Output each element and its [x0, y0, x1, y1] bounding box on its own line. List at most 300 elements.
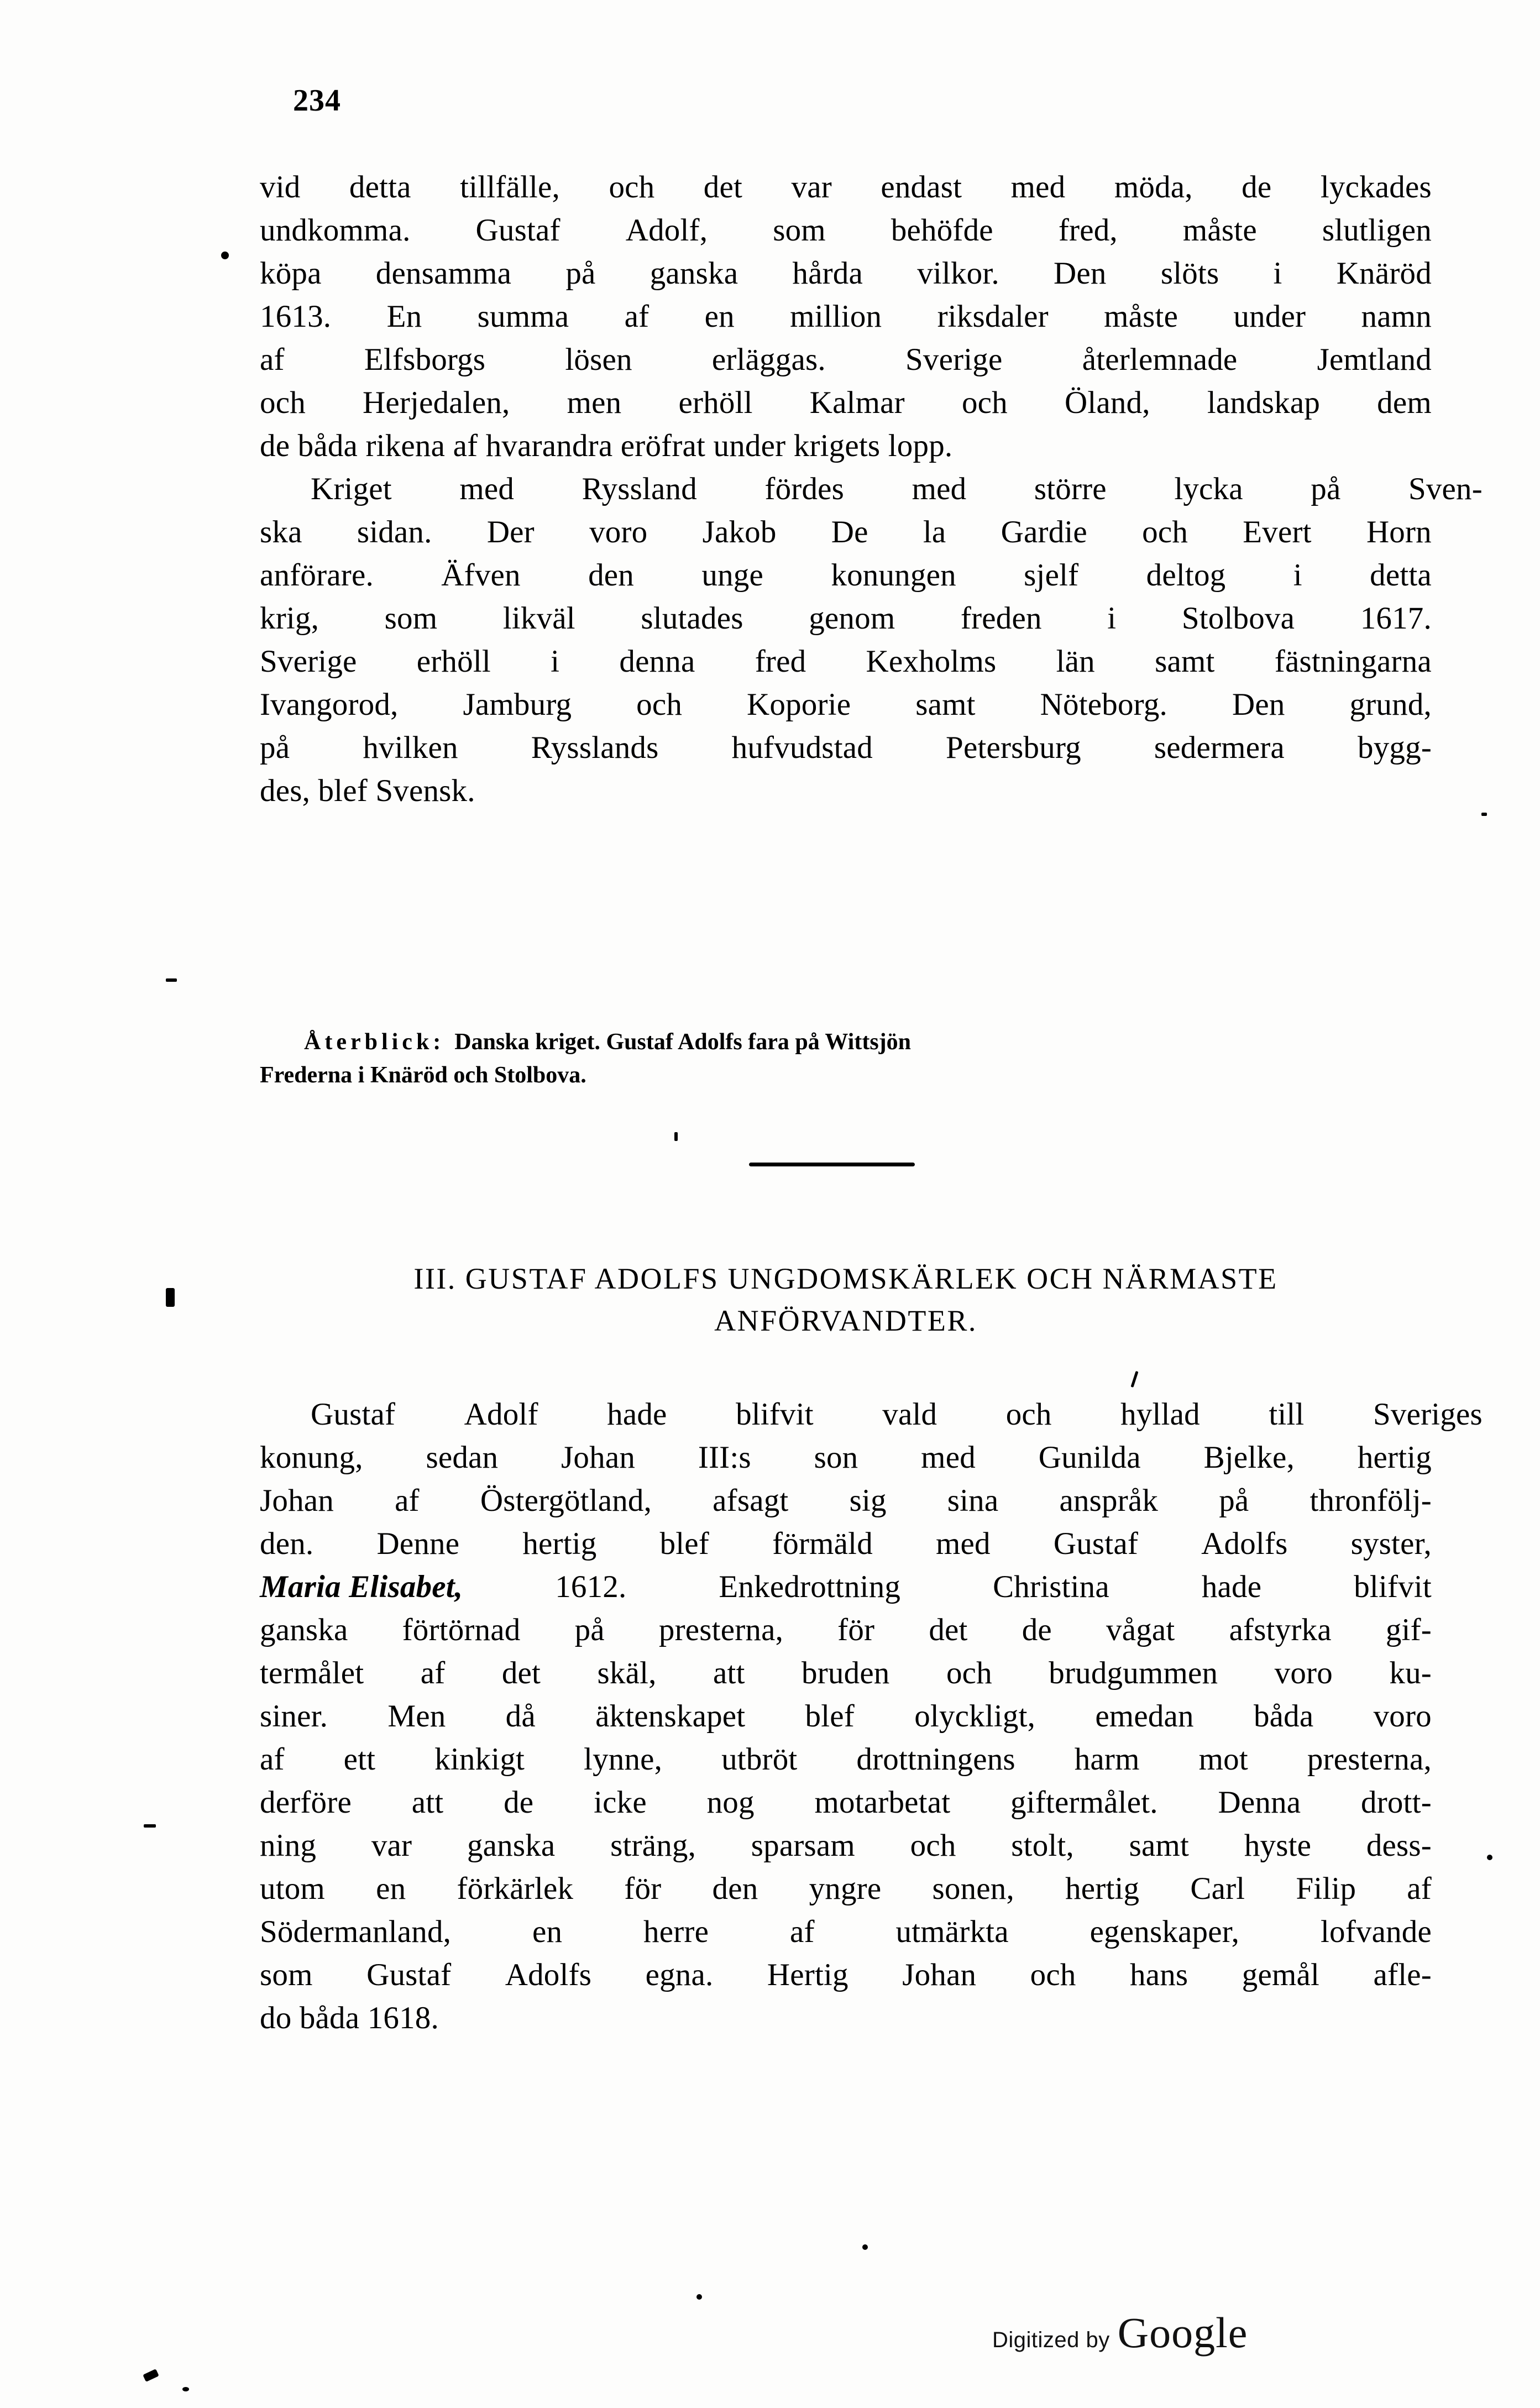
word: stolt,: [1011, 1828, 1074, 1863]
word: som: [260, 1957, 313, 1992]
word: af: [260, 1742, 285, 1777]
word: större: [1034, 472, 1107, 506]
word: ganska: [260, 1613, 348, 1647]
word: erläggas.: [711, 342, 826, 377]
word: blef: [805, 1699, 855, 1734]
word: blifvit: [1354, 1569, 1432, 1604]
word: behöfde: [891, 213, 993, 248]
word: Rysslands: [531, 730, 659, 765]
word: anförare.: [260, 558, 374, 593]
word: slöts: [1160, 256, 1219, 291]
word: Evert: [1243, 515, 1312, 549]
word: och: [260, 385, 306, 420]
word: den: [588, 558, 635, 593]
word: harm: [1074, 1742, 1140, 1777]
word: sjelf: [1024, 558, 1079, 593]
word: voro: [1373, 1699, 1432, 1734]
word: presterna,: [658, 1613, 784, 1647]
word: hyste: [1244, 1828, 1312, 1863]
word: var: [791, 170, 832, 205]
word: hyllad: [1120, 1397, 1200, 1432]
word: med: [459, 472, 515, 506]
scan-speck: [1487, 1855, 1492, 1860]
text-line: [260, 1652, 1432, 1695]
word: på: [1219, 1483, 1249, 1518]
section-heading-line-1: III. GUSTAF ADOLFS UNGDOMSKÄRLEK OCH NÄRMASTE: [413, 1262, 1278, 1295]
word: slutligen: [1322, 213, 1432, 248]
word: Adolf,: [625, 213, 708, 248]
word: Södermanland,: [260, 1914, 452, 1949]
word: med: [1010, 170, 1066, 205]
word: En: [386, 299, 422, 334]
word: den.: [260, 1526, 314, 1561]
word: det: [501, 1656, 541, 1690]
text-line: [260, 209, 1432, 252]
word: detta: [349, 170, 411, 205]
word: utmärkta: [895, 1914, 1009, 1949]
word: af: [624, 299, 649, 334]
text-line: [260, 1824, 1432, 1867]
text-line: [260, 252, 1432, 295]
word: brudgummen: [1049, 1656, 1218, 1690]
text-line: [260, 1781, 1432, 1824]
scan-speck: [862, 2244, 868, 2250]
word: Adolf: [464, 1397, 538, 1432]
word: måste: [1104, 299, 1178, 334]
word: deltog: [1146, 558, 1226, 593]
word: gif-: [1385, 1613, 1432, 1647]
scan-speck: [1130, 1371, 1138, 1388]
word: Den: [1054, 256, 1107, 291]
recap-label: Återblick:: [304, 1029, 445, 1055]
text-line-paragraph-start: [260, 468, 1483, 511]
word: undkomma.: [260, 213, 411, 248]
word: sonen,: [932, 1871, 1014, 1906]
italic-name: Maria Elisabet,: [260, 1569, 463, 1604]
word: de: [504, 1785, 534, 1820]
word: på: [260, 730, 290, 765]
word: Johan: [561, 1440, 636, 1475]
word: det: [703, 170, 743, 205]
word: kinkigt: [434, 1742, 525, 1777]
word: Sverige: [905, 342, 1003, 377]
word: Knäröd: [1336, 256, 1432, 291]
margin-mark-icon: [166, 1288, 175, 1307]
text-line: [260, 1436, 1432, 1479]
word: af: [260, 342, 285, 377]
word: nog: [706, 1785, 755, 1820]
word: men: [567, 385, 622, 420]
word: skäl,: [597, 1656, 657, 1690]
digitized-by-google-watermark: [992, 2308, 1248, 2358]
google-logo-text: Google: [1117, 2308, 1248, 2357]
text-line: [260, 640, 1432, 683]
word: sparsam: [751, 1828, 855, 1863]
word: sig: [849, 1483, 887, 1518]
word: Gunilda: [1038, 1440, 1141, 1475]
watermark-prefix: Digitized by: [992, 2328, 1110, 2352]
word: olyckligt,: [914, 1699, 1036, 1734]
word: Filip: [1296, 1871, 1356, 1906]
word: i: [551, 644, 560, 679]
word: och: [961, 385, 1008, 420]
word: att: [713, 1656, 745, 1690]
word: hans: [1130, 1957, 1188, 1992]
word: blifvit: [736, 1397, 814, 1432]
scan-speck: [143, 2369, 159, 2382]
word: Adolfs: [505, 1957, 592, 1992]
word: vilkor.: [917, 256, 999, 291]
text-line: [260, 1954, 1432, 1997]
word: hade: [607, 1397, 667, 1432]
word: giftermålet.: [1010, 1785, 1158, 1820]
scan-speck: [696, 2294, 702, 2300]
text-line: [260, 1522, 1432, 1566]
word: hertig: [1357, 1440, 1432, 1475]
word: och: [1005, 1397, 1052, 1432]
word: Denne: [376, 1526, 460, 1561]
text-line: [260, 597, 1432, 640]
scan-speck: [144, 1824, 156, 1828]
word: Öland,: [1064, 385, 1150, 420]
text-line: [260, 166, 1432, 209]
text-line-last: do båda 1618.: [260, 2001, 439, 2035]
word: möda,: [1114, 170, 1193, 205]
word: hade: [1201, 1569, 1262, 1604]
word: de: [1242, 170, 1272, 205]
word: af: [789, 1914, 815, 1949]
word: ska: [260, 515, 302, 549]
word: en: [704, 299, 735, 334]
word: lofvande: [1320, 1914, 1432, 1949]
text-line-paragraph-start: [260, 1393, 1483, 1436]
body-text-bottom: [260, 1393, 1483, 2040]
word: bygg-: [1358, 730, 1432, 765]
word: lyckades: [1320, 170, 1432, 205]
text-line: [260, 1910, 1432, 1954]
word: konung,: [260, 1440, 363, 1475]
word: presterna,: [1307, 1742, 1432, 1777]
word: äktenskapet: [595, 1699, 746, 1734]
word: samt: [1129, 1828, 1190, 1863]
word: krig,: [260, 601, 319, 636]
scan-speck: [182, 2387, 189, 2391]
word: afle-: [1373, 1957, 1432, 1992]
word: för: [624, 1871, 662, 1906]
word: måste: [1182, 213, 1257, 248]
section-divider-rule: [749, 1163, 915, 1166]
word: var: [371, 1828, 412, 1863]
word: de: [1022, 1613, 1052, 1647]
text-line-last: des, blef Svensk.: [260, 773, 475, 808]
word: fästningarna: [1274, 644, 1432, 679]
text-line: [260, 381, 1432, 425]
word: Gustaf: [311, 1397, 396, 1432]
word: vid: [260, 170, 301, 205]
word: samt: [915, 687, 976, 722]
word: Östergötland,: [480, 1483, 652, 1518]
word: la: [923, 515, 946, 549]
body-text-top: [260, 166, 1483, 813]
word: summa: [477, 299, 569, 334]
recap-line-2: Frederna i Knäröd och Stolbova.: [260, 1062, 586, 1088]
word: i: [1107, 601, 1117, 636]
scan-speck: [221, 252, 229, 259]
word: utom: [260, 1871, 325, 1906]
word: erhöll: [416, 644, 491, 679]
word: ganska: [467, 1828, 556, 1863]
word: Koporie: [747, 687, 851, 722]
word: med: [912, 472, 967, 506]
word: och: [636, 687, 683, 722]
scan-speck: [674, 1132, 678, 1141]
word: Gustaf: [475, 213, 561, 248]
text-line: [260, 683, 1432, 726]
word: likväl: [502, 601, 575, 636]
text-line: [260, 1867, 1432, 1910]
word: sträng,: [610, 1828, 696, 1863]
word: att: [411, 1785, 444, 1820]
word: som: [773, 213, 826, 248]
word: densamma: [375, 256, 512, 291]
word: ganska: [649, 256, 738, 291]
word: Johan: [902, 1957, 977, 1992]
word: blef: [659, 1526, 709, 1561]
word: motarbetat: [814, 1785, 951, 1820]
word: då: [505, 1699, 536, 1734]
word: denna: [619, 644, 695, 679]
word: på: [565, 256, 596, 291]
text-line: [260, 1738, 1432, 1781]
word: fördes: [764, 472, 845, 506]
word: af: [420, 1656, 446, 1690]
word: utbröt: [721, 1742, 798, 1777]
word: III:s: [698, 1440, 751, 1475]
section-heading-line-2: ANFÖRVANDTER.: [714, 1304, 977, 1337]
word: tillfälle,: [460, 170, 560, 205]
word: landskap: [1207, 385, 1321, 420]
text-line-with-italic: [260, 1566, 1432, 1609]
word: drottningens: [856, 1742, 1015, 1777]
word: hertig: [1065, 1871, 1140, 1906]
word: Elfsborgs: [364, 342, 486, 377]
word: och: [1030, 1957, 1076, 1992]
text-line: [260, 338, 1432, 381]
word: namn: [1361, 299, 1432, 334]
word: voro: [589, 515, 648, 549]
word: förmäld: [772, 1526, 873, 1561]
word: hertig: [522, 1526, 597, 1561]
word: Der: [486, 515, 535, 549]
word: af: [395, 1483, 420, 1518]
word: Carl: [1190, 1871, 1245, 1906]
word: Den: [1232, 687, 1285, 722]
word: med: [936, 1526, 991, 1561]
word: genom: [809, 601, 895, 636]
word: Ivangorod,: [260, 687, 399, 722]
word: herre: [643, 1914, 709, 1949]
word: Jakob: [702, 515, 777, 549]
recap-block: [260, 1025, 1432, 1092]
text-line: [260, 726, 1432, 769]
word: hufvudstad: [731, 730, 873, 765]
word: erhöll: [678, 385, 753, 420]
word: Petersburg: [946, 730, 1081, 765]
word: son: [814, 1440, 858, 1475]
word: återlemnade: [1082, 342, 1238, 377]
word: mot: [1198, 1742, 1248, 1777]
word: hårda: [792, 256, 863, 291]
word: dess-: [1366, 1828, 1432, 1863]
word: köpa: [260, 256, 322, 291]
word: län: [1056, 644, 1095, 679]
word: för: [837, 1613, 875, 1647]
word: som: [384, 601, 438, 636]
word: båda: [1253, 1699, 1314, 1734]
word: förtörnad: [402, 1613, 521, 1647]
word: Adolfs: [1201, 1526, 1288, 1561]
word: af: [1407, 1871, 1432, 1906]
word: Gardie: [1001, 515, 1087, 549]
word: termålet: [260, 1656, 364, 1690]
word: konungen: [831, 558, 956, 593]
word: Denna: [1218, 1785, 1301, 1820]
word: icke: [594, 1785, 647, 1820]
word: i: [1293, 558, 1302, 593]
word: sidan.: [357, 515, 432, 549]
word: ning: [260, 1828, 317, 1863]
word: gemål: [1242, 1957, 1320, 1992]
word: vald: [882, 1397, 937, 1432]
word: voro: [1274, 1656, 1333, 1690]
word: på: [574, 1613, 605, 1647]
word: ku-: [1389, 1656, 1432, 1690]
recap-line-1: [260, 1025, 1432, 1059]
word: egenskaper,: [1089, 1914, 1240, 1949]
word: Gustaf: [1053, 1526, 1139, 1561]
scan-speck: [1481, 813, 1487, 816]
page-number: 234: [293, 83, 341, 118]
word: million: [790, 299, 882, 334]
word: Bjelke,: [1203, 1440, 1295, 1475]
word: afstyrka: [1229, 1613, 1332, 1647]
word: förkärlek: [457, 1871, 574, 1906]
word: 1613.: [260, 299, 332, 334]
text-line: [260, 1609, 1432, 1652]
word: och: [910, 1828, 956, 1863]
word: vågat: [1106, 1613, 1175, 1647]
text-line-last: de båda rikena af hvarandra eröfrat under krigets lopp.: [260, 428, 953, 463]
word: en: [532, 1914, 563, 1949]
word: Christina: [993, 1569, 1109, 1604]
word: Hertig: [767, 1957, 848, 1992]
word: Enkedrottning: [719, 1569, 901, 1604]
word: Men: [387, 1699, 446, 1734]
word: Nöteborg.: [1040, 687, 1167, 722]
word: derföre: [260, 1785, 352, 1820]
word: anspråk: [1059, 1483, 1159, 1518]
word: den: [712, 1871, 758, 1906]
word: Sveriges: [1373, 1397, 1483, 1432]
word: Sverige: [260, 644, 357, 679]
word: en: [376, 1871, 406, 1906]
word: grund,: [1349, 687, 1432, 722]
word: sedan: [426, 1440, 499, 1475]
word: slutades: [641, 601, 743, 636]
word: och: [609, 170, 655, 205]
word: riksdaler: [937, 299, 1049, 334]
word: Kalmar: [809, 385, 905, 420]
word: detta: [1370, 558, 1432, 593]
word: ett: [343, 1742, 376, 1777]
word: egna.: [645, 1957, 714, 1992]
word: Jamburg: [463, 687, 572, 722]
text-line: [260, 1695, 1432, 1738]
word: Stolbova: [1181, 601, 1295, 636]
word: med: [921, 1440, 976, 1475]
scan-speck: [166, 978, 177, 982]
word: fred,: [1058, 213, 1118, 248]
word: freden: [960, 601, 1042, 636]
word: det: [929, 1613, 968, 1647]
word: fred: [755, 644, 806, 679]
word: Jemtland: [1317, 342, 1432, 377]
section-heading: [232, 1258, 1459, 1342]
word: samt: [1155, 644, 1215, 679]
word: Ryssland: [582, 472, 697, 506]
text-line: [260, 1479, 1432, 1522]
word: Kexholms: [866, 644, 997, 679]
word: lycka: [1174, 472, 1243, 506]
word: till: [1269, 1397, 1305, 1432]
word: syster,: [1350, 1526, 1432, 1561]
word: yngre: [809, 1871, 882, 1906]
text-line: [260, 295, 1432, 338]
word: thronfölj-: [1309, 1483, 1432, 1518]
word: De: [831, 515, 868, 549]
word: på: [1311, 472, 1341, 506]
word: 1612.: [555, 1569, 627, 1604]
word: afsagt: [713, 1483, 789, 1518]
recap-line-1-text: Danska kriget. Gustaf Adolfs fara på Wittsjön: [454, 1029, 912, 1055]
word: och: [1142, 515, 1188, 549]
word: sedermera: [1154, 730, 1285, 765]
word: i: [1273, 256, 1282, 291]
text-line: [260, 554, 1432, 597]
word: Gustaf: [366, 1957, 452, 1992]
text-line: [260, 511, 1432, 554]
word: 1617.: [1360, 601, 1432, 636]
word: endast: [881, 170, 962, 205]
word: bruden: [802, 1656, 890, 1690]
word: Kriget: [311, 472, 392, 506]
word: Herjedalen,: [363, 385, 510, 420]
word: hvilken: [363, 730, 458, 765]
word: under: [1233, 299, 1306, 334]
word: och: [946, 1656, 992, 1690]
word: lynne,: [584, 1742, 663, 1777]
word: Äfven: [441, 558, 521, 593]
word: sina: [947, 1483, 999, 1518]
word: lösen: [565, 342, 632, 377]
word: drott-: [1361, 1785, 1432, 1820]
word: dem: [1377, 385, 1432, 420]
word: siner.: [260, 1699, 328, 1734]
word: Sven-: [1408, 472, 1483, 506]
word: unge: [701, 558, 763, 593]
word: Horn: [1366, 515, 1432, 549]
word: emedan: [1095, 1699, 1194, 1734]
